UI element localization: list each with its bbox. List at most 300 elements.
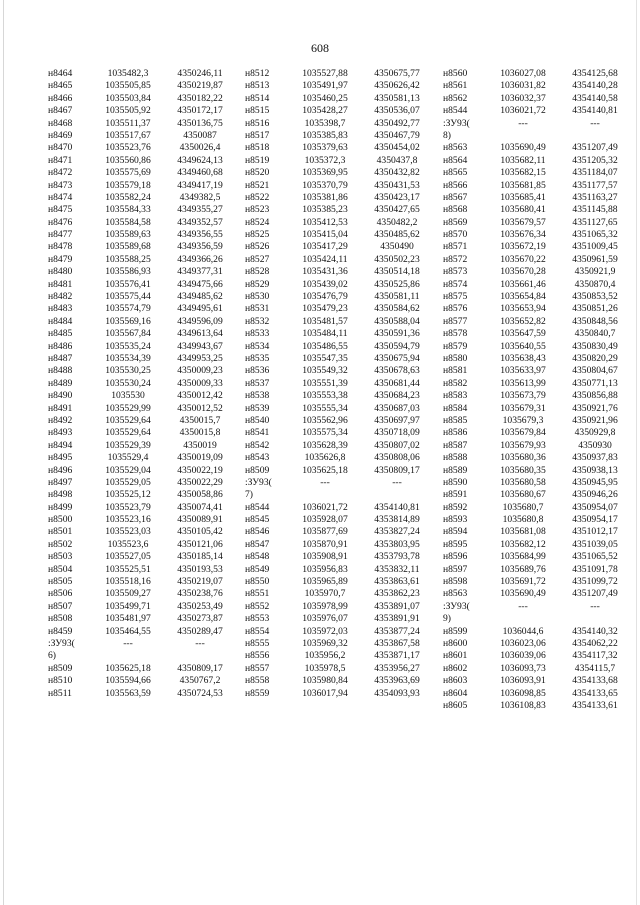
point-id: н8551 [245, 588, 270, 600]
point-row [48, 452, 236, 464]
y-coordinate: 4354093,93 [374, 687, 420, 699]
x-coordinate: 1035584,33 [105, 204, 151, 216]
x-coordinate: 1035870,91 [302, 538, 348, 550]
x-coordinate: 1035527,05 [105, 551, 151, 563]
point-id: н8552 [245, 600, 270, 612]
point-row [443, 303, 631, 315]
point-row [245, 440, 433, 452]
point-id: н8502 [48, 538, 73, 550]
y-coordinate: 4351091,78 [572, 563, 618, 575]
point-id: н8542 [245, 439, 270, 451]
point-id: н8524 [245, 216, 270, 228]
x-coordinate: 1035547,35 [302, 352, 348, 364]
x-coordinate: 1035529,99 [105, 402, 151, 414]
x-coordinate: 1035567,84 [105, 328, 151, 340]
point-id: н8591 [443, 489, 468, 501]
point-row [48, 601, 236, 613]
y-coordinate: 4349596,09 [177, 315, 223, 327]
y-coordinate: 4350820,29 [572, 353, 618, 364]
point-row [443, 452, 631, 464]
x-coordinate: 1036108,83 [500, 699, 546, 711]
y-coordinate: 4350697,97 [374, 414, 420, 426]
point-id: н8474 [48, 191, 73, 203]
point-id: н8518 [245, 142, 270, 154]
point-id: н8553 [245, 613, 270, 625]
point-row [48, 588, 236, 600]
point-id: н8557 [245, 662, 270, 674]
point-row [443, 539, 631, 551]
point-id: н8559 [245, 687, 270, 699]
x-coordinate: 1035575,34 [302, 427, 348, 439]
point-id: н8539 [245, 402, 270, 414]
point-row [245, 229, 433, 241]
point-id: н8487 [48, 352, 73, 364]
point-row [48, 279, 236, 291]
y-coordinate: 4350182,22 [177, 92, 223, 104]
point-row [48, 105, 236, 117]
y-coordinate: 4350588,04 [374, 315, 420, 327]
point-row [48, 353, 236, 365]
point-row [443, 390, 631, 402]
y-coordinate: 4353963,69 [374, 675, 420, 687]
x-coordinate: 1036031,82 [500, 80, 546, 92]
point-row [245, 539, 433, 551]
point-row [443, 427, 631, 439]
point-id: н8504 [48, 563, 73, 575]
x-coordinate: 1035679,57 [500, 216, 546, 228]
y-coordinate: 4354140,32 [572, 625, 618, 637]
x-coordinate: 1035584,58 [105, 216, 151, 228]
point-id: н8599 [443, 625, 468, 637]
point-row [48, 316, 236, 328]
point-id: н8538 [245, 390, 270, 402]
point-row [48, 365, 236, 377]
point-row [443, 204, 631, 216]
x-coordinate: 1035431,36 [302, 266, 348, 278]
y-coordinate: 4351207,49 [572, 142, 618, 154]
point-id: н8533 [245, 328, 270, 340]
x-coordinate: 1035679,84 [500, 427, 546, 439]
x-coordinate: 1035579,18 [105, 179, 151, 191]
y-coordinate: 4350937,83 [572, 452, 618, 464]
x-coordinate: 1036093,91 [500, 675, 546, 687]
point-id: н8459 [48, 625, 73, 637]
x-coordinate: 1035370,79 [302, 179, 348, 191]
y-coordinate: 4354140,81 [374, 501, 420, 513]
point-id: н8506 [48, 588, 73, 600]
point-id: н8475 [48, 204, 73, 216]
x-coordinate: 1035555,34 [302, 402, 348, 414]
point-row [245, 130, 433, 142]
y-coordinate: 4350681,44 [374, 377, 420, 389]
y-coordinate: 4350009,23 [177, 365, 223, 377]
y-coordinate: 4350594,79 [374, 340, 420, 352]
y-coordinate: --- [195, 637, 205, 649]
x-coordinate: 1035691,72 [500, 576, 546, 588]
y-coordinate: 4350289,47 [177, 625, 223, 637]
point-row [48, 477, 236, 489]
y-coordinate: 4349356,59 [177, 241, 223, 253]
point-row [245, 465, 433, 477]
point-id: н8503 [48, 551, 73, 563]
point-row [48, 303, 236, 315]
point-row [443, 80, 631, 92]
point-id: н8466 [48, 92, 73, 104]
x-coordinate: 1035682,15 [500, 167, 546, 179]
y-coordinate: 4353827,24 [374, 526, 420, 538]
y-coordinate: 4349613,64 [177, 328, 223, 340]
point-row [443, 403, 631, 415]
x-coordinate: 1035633,97 [500, 365, 546, 377]
y-coordinate: 4353871,17 [374, 650, 420, 662]
scan-edge-right [636, 0, 637, 905]
point-row [443, 688, 631, 700]
point-id: :ЗУ93( 6) [48, 637, 75, 662]
y-coordinate: 4350019,09 [177, 452, 223, 464]
y-coordinate: 4350684,23 [374, 390, 420, 402]
x-coordinate: 1036098,85 [500, 687, 546, 699]
point-row [48, 489, 236, 501]
y-coordinate: 4354133,61 [572, 699, 618, 711]
point-id: н8541 [245, 427, 270, 439]
point-id: н8549 [245, 563, 270, 575]
point-id: н8566 [443, 179, 468, 191]
point-row [48, 626, 236, 638]
x-coordinate: 1035647,59 [500, 328, 546, 340]
point-id: н8465 [48, 80, 73, 92]
x-coordinate: 1035680,41 [500, 204, 546, 216]
point-row [245, 142, 433, 154]
x-coordinate: 1035980,84 [302, 675, 348, 687]
point-row [48, 378, 236, 390]
x-coordinate: 1035574,79 [105, 303, 151, 315]
point-id: н8570 [443, 229, 468, 241]
point-row [48, 514, 236, 526]
point-id: н8560 [443, 68, 468, 79]
point-id: н8604 [443, 687, 468, 699]
point-row [245, 663, 433, 675]
x-coordinate: 1035529,64 [105, 427, 151, 439]
y-coordinate: 4350921,9 [574, 266, 616, 278]
point-row [48, 254, 236, 266]
point-row [48, 390, 236, 402]
x-coordinate: 1035588,25 [105, 253, 151, 265]
y-coordinate: 4350105,42 [177, 526, 223, 538]
point-id: н8471 [48, 154, 73, 166]
x-coordinate: 1035529,4 [107, 452, 149, 464]
x-coordinate: 1035682,11 [500, 154, 546, 166]
y-coordinate: 4354115,7 [574, 662, 616, 674]
x-coordinate: 1035680,36 [500, 452, 546, 464]
point-row [443, 142, 631, 154]
point-row [443, 291, 631, 303]
point-row [443, 551, 631, 563]
y-coordinate: --- [392, 476, 402, 488]
x-coordinate: 1035398,7 [304, 117, 346, 129]
y-coordinate: 4350015,8 [179, 427, 221, 439]
point-id: н8479 [48, 253, 73, 265]
x-coordinate: 1035385,83 [302, 129, 348, 141]
x-coordinate: 1035638,43 [500, 353, 546, 364]
point-id: н8598 [443, 576, 468, 588]
x-coordinate: 1035956,2 [304, 650, 346, 662]
point-row [245, 452, 433, 464]
point-row [443, 155, 631, 167]
point-row [245, 551, 433, 563]
point-row [245, 291, 433, 303]
point-row [48, 118, 236, 130]
point-id: н8554 [245, 625, 270, 637]
y-coordinate: 4350074,41 [177, 501, 223, 513]
point-id: н8521 [245, 179, 270, 191]
x-coordinate: 1035385,23 [302, 204, 348, 216]
x-coordinate: 1035575,69 [105, 167, 151, 179]
point-id: н8529 [245, 278, 270, 290]
point-row [245, 155, 433, 167]
x-coordinate: 1035681,85 [500, 179, 546, 191]
y-coordinate: 4350012,42 [177, 390, 223, 402]
x-coordinate: 1035575,44 [105, 291, 151, 303]
point-row [48, 403, 236, 415]
x-coordinate: 1035439,02 [302, 278, 348, 290]
x-coordinate: 1035486,55 [302, 340, 348, 352]
y-coordinate: 4351065,32 [572, 229, 618, 241]
y-coordinate: 4350253,49 [177, 600, 223, 612]
x-coordinate: 1035415,04 [302, 229, 348, 241]
coordinate-column-2 [245, 68, 433, 700]
point-id: н8464 [48, 68, 73, 79]
y-coordinate: 4354133,65 [572, 687, 618, 699]
y-coordinate: 4354062,22 [572, 638, 618, 649]
point-row [245, 576, 433, 588]
x-coordinate: 1035517,67 [105, 129, 151, 141]
point-row [245, 526, 433, 538]
point-id: н8531 [245, 303, 270, 315]
point-id: н8522 [245, 191, 270, 203]
point-row [443, 229, 631, 241]
point-row [245, 415, 433, 427]
x-coordinate: --- [123, 637, 133, 649]
point-id: н8581 [443, 365, 468, 377]
point-row [245, 93, 433, 105]
point-id: н8468 [48, 117, 73, 129]
x-coordinate: 1035976,07 [302, 613, 348, 625]
point-id: н8482 [48, 291, 73, 303]
point-row [48, 80, 236, 92]
point-row [245, 613, 433, 625]
y-coordinate: 4350929,8 [574, 427, 616, 439]
point-id: :ЗУ93( 7) [245, 476, 272, 501]
y-coordinate: 4353862,23 [374, 588, 420, 600]
x-coordinate: 1035523,76 [105, 142, 151, 154]
x-coordinate: 1035685,41 [500, 191, 546, 203]
point-id: н8490 [48, 390, 73, 402]
y-coordinate: 4350946,26 [572, 489, 618, 501]
x-coordinate: 1035661,46 [500, 278, 546, 290]
point-id: н8579 [443, 340, 468, 352]
x-coordinate: 1035680,35 [500, 464, 546, 476]
point-id: н8585 [443, 414, 468, 426]
point-row [48, 502, 236, 514]
y-coordinate: 4350022,19 [177, 464, 223, 476]
y-coordinate: 4350467,79 [374, 129, 420, 141]
y-coordinate: 4351184,07 [572, 167, 618, 179]
point-row [443, 675, 631, 687]
point-id: н8525 [245, 229, 270, 241]
point-row [245, 365, 433, 377]
point-row [443, 68, 631, 80]
point-id: н8507 [48, 600, 73, 612]
y-coordinate: 4350856,88 [572, 390, 618, 402]
y-coordinate: 4350870,4 [574, 278, 616, 290]
point-row [48, 217, 236, 229]
point-id: н8593 [443, 514, 468, 526]
y-coordinate: 4353891,07 [374, 600, 420, 612]
point-row [245, 650, 433, 662]
y-coordinate: 4351205,32 [572, 154, 618, 166]
point-row [245, 217, 433, 229]
x-coordinate: 1035576,41 [105, 278, 151, 290]
x-coordinate: 1035553,38 [302, 390, 348, 402]
point-row [443, 526, 631, 538]
point-row [48, 427, 236, 439]
x-coordinate: 1035589,63 [105, 229, 151, 241]
y-coordinate: 4350851,26 [572, 303, 618, 315]
point-id: н8594 [443, 526, 468, 538]
x-coordinate: 1035527,88 [302, 68, 348, 79]
x-coordinate: 1035680,58 [500, 476, 546, 488]
y-coordinate: 4350808,06 [374, 452, 420, 464]
x-coordinate: 1035529,39 [105, 439, 151, 451]
parcel-header-row [48, 638, 236, 663]
point-row [443, 341, 631, 353]
point-row [245, 68, 433, 80]
point-id: н8564 [443, 154, 468, 166]
y-coordinate: 4349624,13 [177, 154, 223, 166]
point-id: н8473 [48, 179, 73, 191]
y-coordinate: 4350675,77 [374, 68, 420, 79]
point-id: н8561 [443, 80, 468, 92]
x-coordinate: 1035676,34 [500, 229, 546, 241]
point-row [245, 204, 433, 216]
point-id: н8511 [48, 687, 72, 699]
x-coordinate: 1035482,3 [107, 68, 149, 79]
point-row [443, 626, 631, 638]
y-coordinate: 4350454,02 [374, 142, 420, 154]
y-coordinate: 4350058,86 [177, 489, 223, 501]
y-coordinate: 4350804,67 [572, 365, 618, 377]
x-coordinate: 1035679,93 [500, 439, 546, 451]
point-id: н8486 [48, 340, 73, 352]
y-coordinate: 4350219,07 [177, 576, 223, 588]
point-row [48, 93, 236, 105]
point-row [443, 650, 631, 662]
point-row [245, 502, 433, 514]
point-id: н8567 [443, 191, 468, 203]
point-row [245, 180, 433, 192]
point-id: н8550 [245, 576, 270, 588]
y-coordinate: 4350026,4 [179, 142, 221, 154]
x-coordinate: 1036093,73 [500, 662, 546, 674]
x-coordinate: 1036023,06 [500, 638, 546, 649]
point-row [443, 588, 631, 600]
x-coordinate: 1035484,11 [302, 328, 348, 340]
y-coordinate: 4349475,66 [177, 278, 223, 290]
point-row [245, 378, 433, 390]
y-coordinate: 4350581,11 [374, 291, 420, 303]
point-id: н8589 [443, 464, 468, 476]
point-row [48, 551, 236, 563]
x-coordinate: 1035563,59 [105, 687, 151, 699]
point-id: н8516 [245, 117, 270, 129]
point-id: н8480 [48, 266, 73, 278]
point-row [443, 241, 631, 253]
y-coordinate: 4350089,91 [177, 514, 223, 526]
y-coordinate: 4351163,27 [572, 191, 618, 203]
coordinate-column-1 [48, 68, 236, 700]
point-id: н8595 [443, 538, 468, 550]
point-id: н8481 [48, 278, 73, 290]
point-row [443, 93, 631, 105]
point-row [245, 316, 433, 328]
point-id: н8505 [48, 576, 73, 588]
x-coordinate: 1035529,04 [105, 464, 151, 476]
x-coordinate: 1035625,18 [302, 464, 348, 476]
point-row [245, 328, 433, 340]
y-coordinate: 4350848,56 [572, 315, 618, 327]
point-id: н8583 [443, 390, 468, 402]
y-coordinate: 4349356,55 [177, 229, 223, 241]
y-coordinate: 4350490 [380, 241, 414, 253]
y-coordinate: 4349382,5 [179, 191, 221, 203]
y-coordinate: 4349352,57 [177, 216, 223, 228]
point-row [48, 142, 236, 154]
point-row [443, 564, 631, 576]
x-coordinate: 1035689,76 [500, 563, 546, 575]
y-coordinate: 4350807,02 [374, 439, 420, 451]
x-coordinate: 1036044,6 [502, 625, 544, 637]
point-row [443, 576, 631, 588]
x-coordinate: 1035680,67 [500, 489, 546, 501]
x-coordinate: 1035679,3 [502, 414, 544, 426]
x-coordinate: 1035464,55 [105, 625, 151, 637]
x-coordinate: 1035589,68 [105, 241, 151, 253]
y-coordinate: 4349943,67 [177, 340, 223, 352]
y-coordinate: 4350012,52 [177, 402, 223, 414]
point-id: н8540 [245, 414, 270, 426]
y-coordinate: 4350121,06 [177, 538, 223, 550]
y-coordinate: 4350431,53 [374, 179, 420, 191]
x-coordinate: 1035594,66 [105, 675, 151, 687]
point-id: н8497 [48, 476, 73, 488]
y-coordinate: 4350019 [183, 439, 217, 451]
point-row [443, 254, 631, 266]
y-coordinate: 4351177,57 [572, 179, 618, 191]
point-id: н8498 [48, 489, 73, 501]
x-coordinate: 1035505,92 [105, 105, 151, 117]
point-id: н8520 [245, 167, 270, 179]
point-id: н8562 [443, 92, 468, 104]
y-coordinate: 4353877,24 [374, 625, 420, 637]
point-row [443, 440, 631, 452]
y-coordinate: 4354140,28 [572, 80, 618, 92]
x-coordinate: 1035525,51 [105, 563, 151, 575]
x-coordinate: 1035523,16 [105, 514, 151, 526]
point-id: н8580 [443, 353, 468, 364]
point-id: н8491 [48, 402, 73, 414]
point-row [48, 564, 236, 576]
y-coordinate: 4350423,17 [374, 191, 420, 203]
